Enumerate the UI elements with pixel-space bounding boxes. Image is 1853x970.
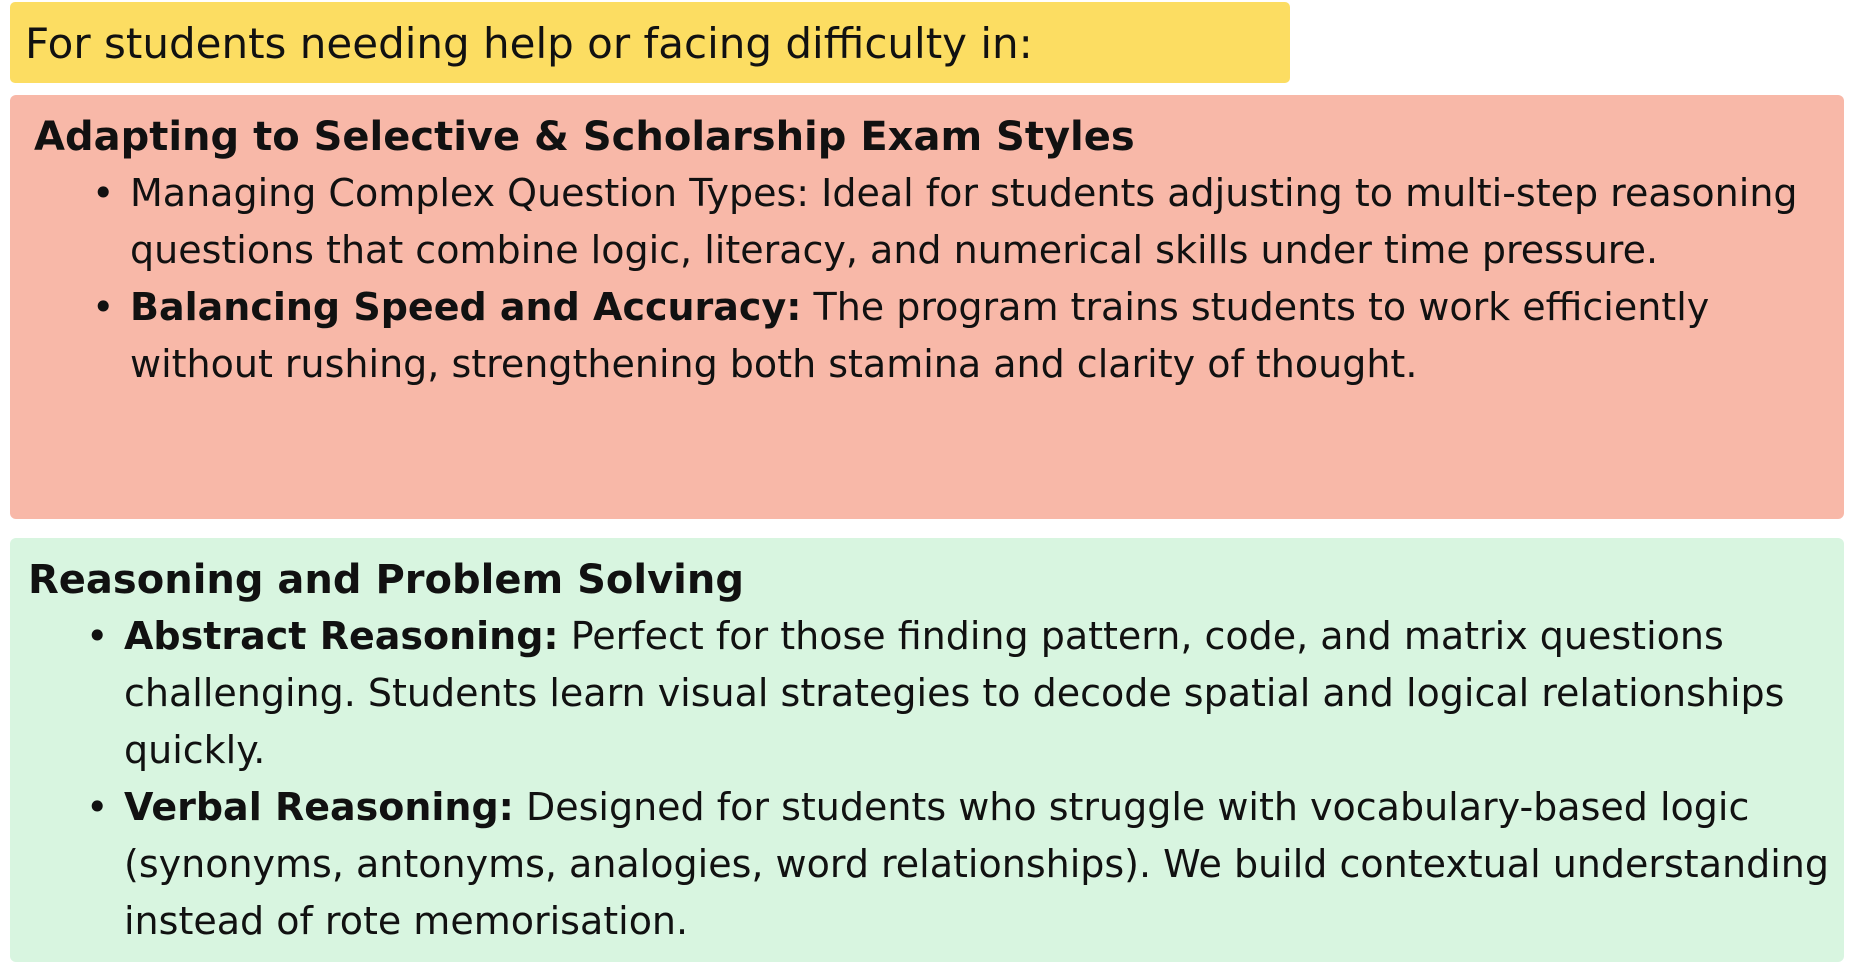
- intro-banner-text: For students needing help or facing difficulty in:: [25, 19, 1033, 68]
- item-text: Managing Complex Question Types: Ideal for students adjusting to multi-step reasoning questions that combine logic, literacy, and numerical skills under time pressure.: [130, 171, 1798, 272]
- list-item: [28, 779, 1844, 950]
- list-item: [28, 608, 1844, 779]
- section-reasoning: [10, 538, 1844, 962]
- section-heading: Reasoning and Problem Solving: [28, 557, 744, 603]
- intro-banner: [10, 2, 1290, 83]
- bullet-icon: •: [92, 285, 115, 329]
- item-bold-label: Abstract Reasoning:: [124, 614, 559, 658]
- section-heading: Adapting to Selective & Scholarship Exam Styles: [34, 114, 1135, 160]
- bullet-list: [34, 165, 1844, 393]
- section-exam-styles: [10, 95, 1844, 519]
- bullet-icon: •: [92, 171, 115, 215]
- item-text: Designed for students who struggle with vocabulary-based logic (synonyms, antonyms, analogies, word relationships). We build contextual understanding instead of rote memorisation.: [124, 785, 1829, 943]
- item-bold-label: Verbal Reasoning:: [124, 785, 514, 829]
- item-text: Perfect for those finding pattern, code, and matrix questions challenging. Students learn visual strategies to decode spatial and logical relationships quickly.: [124, 614, 1785, 772]
- list-item: [34, 279, 1844, 393]
- bullet-list: [28, 608, 1844, 950]
- item-text: The program trains students to work efficiently without rushing, strengthening both stamina and clarity of thought.: [130, 285, 1710, 386]
- item-bold-label: Balancing Speed and Accuracy:: [130, 285, 802, 329]
- bullet-icon: •: [86, 785, 109, 829]
- list-item: [34, 165, 1844, 279]
- bullet-icon: •: [86, 614, 109, 658]
